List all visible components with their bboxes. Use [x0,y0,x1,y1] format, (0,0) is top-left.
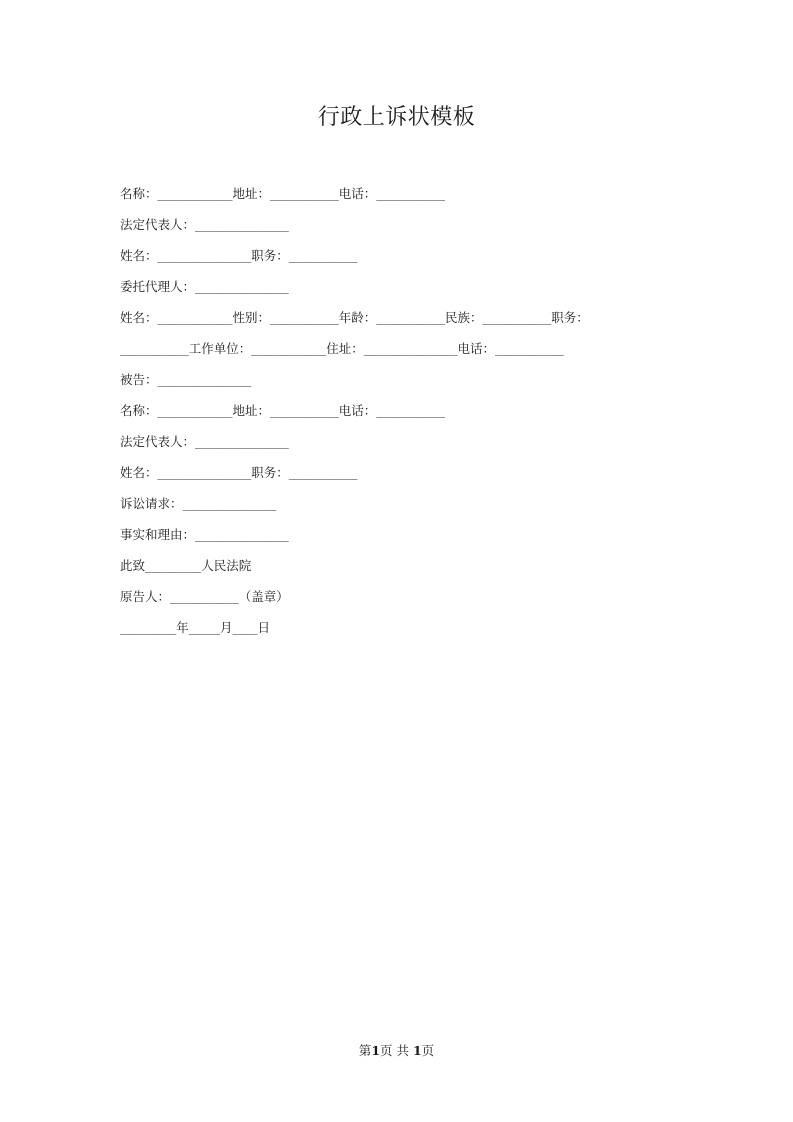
footer-page-number: 1 [371,1043,381,1058]
agent-workplace-line: ___________工作单位：____________住址：_______________电话：___________ [120,341,564,356]
document-title: 行政上诉状模板 [317,105,476,130]
defendant-legal-rep-line: 法定代表人：_______________ [120,434,289,449]
footer-prefix: 第 [358,1043,372,1058]
claims-line: 诉讼请求：_______________ [120,496,277,511]
court-addressee-line: 此致_________人民法院 [120,558,252,573]
representative-name-line: 姓名：_______________职务：___________ [120,248,358,263]
footer-suffix: 页 [421,1043,435,1058]
facts-reasons-line: 事实和理由：_______________ [120,527,289,542]
appellant-org-line: 名称：____________地址：___________电话：___________ [120,186,446,201]
footer-middle: 页 共 [380,1043,413,1058]
defendant-rep-name-line: 姓名：_______________职务：___________ [120,465,358,480]
defendant-org-line: 名称：____________地址：___________电话：___________ [120,403,446,418]
footer-total-pages: 1 [412,1043,422,1058]
agent-details-line: 姓名：____________性别：___________年龄：___________民族：___________职务： [120,310,589,325]
date-line: _________年_____月____日 [120,620,271,635]
agent-line: 委托代理人：_______________ [120,279,289,294]
defendant-line: 被告：_______________ [120,372,252,387]
appellant-signature-line: 原告人：___________（盖章） [120,589,289,604]
legal-representative-line: 法定代表人：_______________ [120,217,289,232]
document-body [120,184,680,649]
page-footer [0,1041,793,1059]
